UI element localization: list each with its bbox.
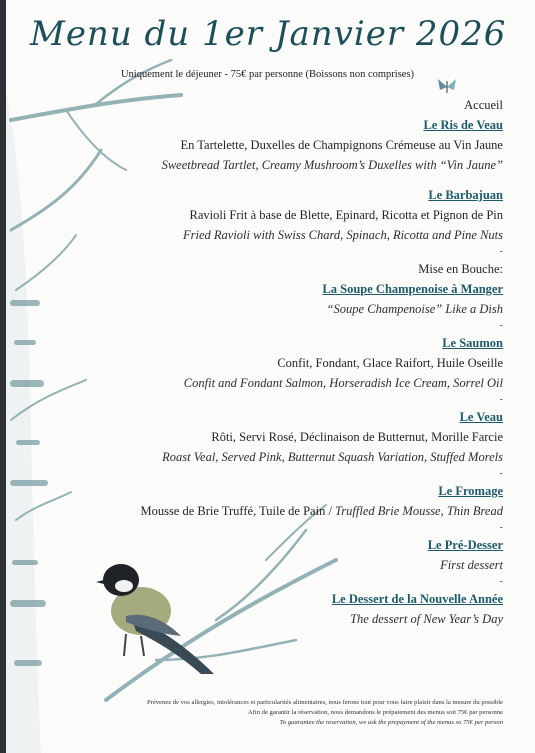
menu-list xyxy=(83,95,503,629)
course-description-en: Roast Veal, Served Pink, Butternut Squash Variation, Stuffed Morels xyxy=(162,450,503,464)
course-title: Le Barbajuan xyxy=(428,188,503,202)
course-description-mixed xyxy=(83,501,503,521)
course-title: Le Fromage xyxy=(438,484,503,498)
footer-allergy-note: Prévenez de vos allergies, intolérances et particularités alimentaires, nous ferons tout pour vous faire plaisir dans la mesure du possible xyxy=(146,699,503,706)
course-description-fr: Rôti, Servi Rosé, Déclinaison de Butternut, Morille Farcie xyxy=(211,430,503,444)
course-title: Le Saumon xyxy=(442,336,503,350)
course-separator: - xyxy=(499,522,503,533)
course-separator: - xyxy=(499,320,503,331)
course-description-en: First dessert xyxy=(440,558,503,572)
course-separator: - xyxy=(499,468,503,479)
footer-prepayment-note-fr: Afin de garantir la réservation, nous demandons le prépaiement des menus soit 75€ par personne xyxy=(247,709,503,716)
footer-prepayment-note-en: To guarantee the reservation, we ask the prepayment of the menus so 75€ per person xyxy=(279,719,503,726)
course-description-fr: En Tartelette, Duxelles de Champignons Crémeuse au Vin Jaune xyxy=(180,138,503,152)
menu-title: Menu du 1er Janvier 2026 xyxy=(30,14,507,54)
course-separator: - xyxy=(499,394,503,405)
course-separator: - xyxy=(499,246,503,257)
course-description-en: Fried Ravioli with Swiss Chard, Spinach, Ricotta and Pine Nuts xyxy=(182,228,503,242)
course-description-en: The dessert of New Year’s Day xyxy=(350,612,503,626)
course-title: Le Veau xyxy=(459,410,503,424)
course-description-fr: Ravioli Frit à base de Blette, Epinard, Ricotta et Pignon de Pin xyxy=(189,208,503,222)
course-title: La Soupe Champenoise à Manger xyxy=(322,282,503,296)
course-description-en: Confit and Fondant Salmon, Horseradish Ice Cream, Sorrel Oil xyxy=(183,376,503,390)
course-description-fr: Confit, Fondant, Glace Raifort, Huile Oseille xyxy=(277,356,503,370)
course-title: Le Pré-Desser xyxy=(427,538,503,552)
course-description-en: Sweetbread Tartlet, Creamy Mushroom’s Duxelles with “Vin Jaune” xyxy=(161,158,503,172)
course-separator: - xyxy=(499,576,503,587)
course-description-en: “Soupe Champenoise” Like a Dish xyxy=(326,302,503,316)
course-description-en: Truffled Brie Mousse, Thin Bread xyxy=(335,504,503,518)
footer-notes xyxy=(23,698,503,728)
course-title: Le Ris de Veau xyxy=(423,118,503,132)
menu-subtitle: Uniquement le déjeuner - 75€ par personne (Boissons non comprises) xyxy=(120,69,415,80)
course-intro: Mise en Bouche: xyxy=(418,262,503,276)
course-title: Le Dessert de la Nouvelle Année xyxy=(331,592,503,606)
welcome-label: Accueil xyxy=(464,98,503,112)
course-description-fr: Mousse de Brie Truffé, Tuile de Pain / xyxy=(140,504,336,518)
